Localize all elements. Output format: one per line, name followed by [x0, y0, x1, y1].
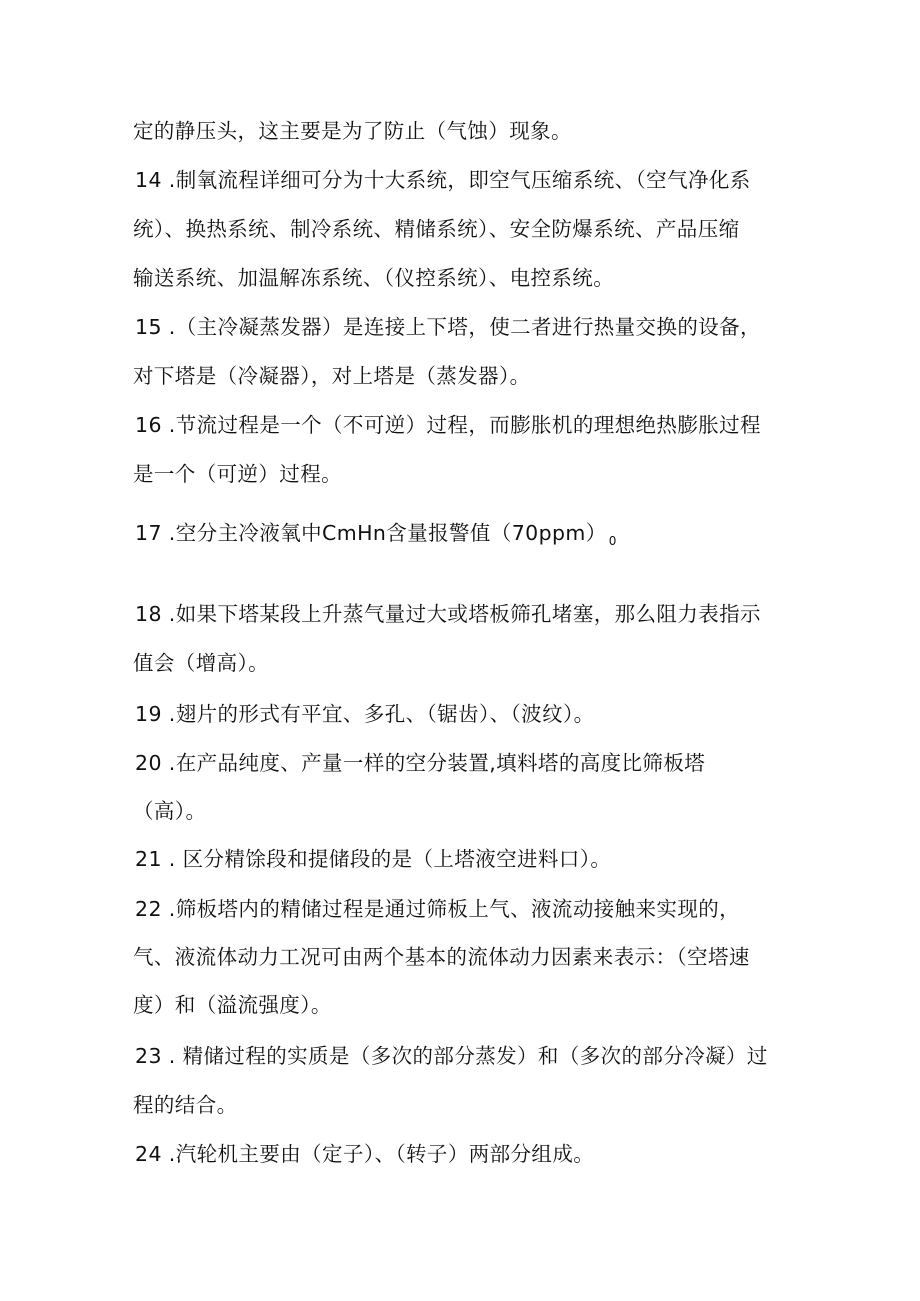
text-line: 统）、换热系统、制冷系统、精储系统）、安全防爆系统、产品压缩: [133, 217, 740, 241]
question-19-line: 19 .翅片的形式有平宜、多孔、（锯齿）、（波纹）。: [135, 702, 595, 726]
question-20-line: 20 .在产品纯度、产量一样的空分装置,填料塔的高度比筛板塔: [135, 751, 706, 775]
question-22-line: 22 .筛板塔内的精储过程是通过筛板上气、液流动接触来实现的，: [135, 897, 741, 921]
question-21-line: 21 . 区分精馀段和提储段的是（上塔液空进料口）。: [135, 847, 612, 871]
question-18-line: 18 .如果下塔某段上升蒸气量过大或塔板筛孔堵塞，那么阻力表指示: [135, 602, 761, 626]
text-line: （高）。: [133, 799, 207, 823]
text-line: 气、液流体动力工况可由两个基本的流体动力因素来表示：（空塔速: [133, 945, 750, 969]
question-16-line: 16 .节流过程是一个（不可逆）过程，而膨胀机的理想绝热膨胀过程: [135, 413, 761, 437]
question-17-suffix: 0: [608, 534, 617, 548]
text-line: 对下塔是（冷凝器），对上塔是（蒸发器）。: [133, 364, 531, 388]
question-24-line: 24 .汽轮机主要由（定子）、（转子）两部分组成。: [135, 1142, 595, 1166]
text-line: 值会（增高）。: [133, 651, 270, 675]
text-line: 程的结合。: [133, 1093, 238, 1117]
question-17-line: [135, 520, 617, 554]
text-line: 是一个（可逆）过程。: [133, 462, 342, 486]
question-15-line: 15 .（主冷凝蒸发器）是连接上下塔，使二者进行热量交换的设备，: [135, 315, 761, 339]
question-17-text: 17 .空分主冷液氧中CmHn含量报警值（70ppm）: [135, 521, 607, 545]
text-line: 度）和（溢流强度）。: [133, 993, 332, 1017]
text-line: 输送系统、加温解冻系统、（仪控系统）、电控系统。: [133, 266, 615, 290]
question-14-line: 14 .制氧流程详细可分为十大系统，即空气压缩系统、（空气净化系: [135, 168, 751, 192]
question-23-line: 23 . 精储过程的实质是（多次的部分蒸发）和（多次的部分冷凝）过: [135, 1044, 768, 1068]
text-line: 定的静压头，这主要是为了防止（气蚀）现象。: [133, 119, 572, 143]
